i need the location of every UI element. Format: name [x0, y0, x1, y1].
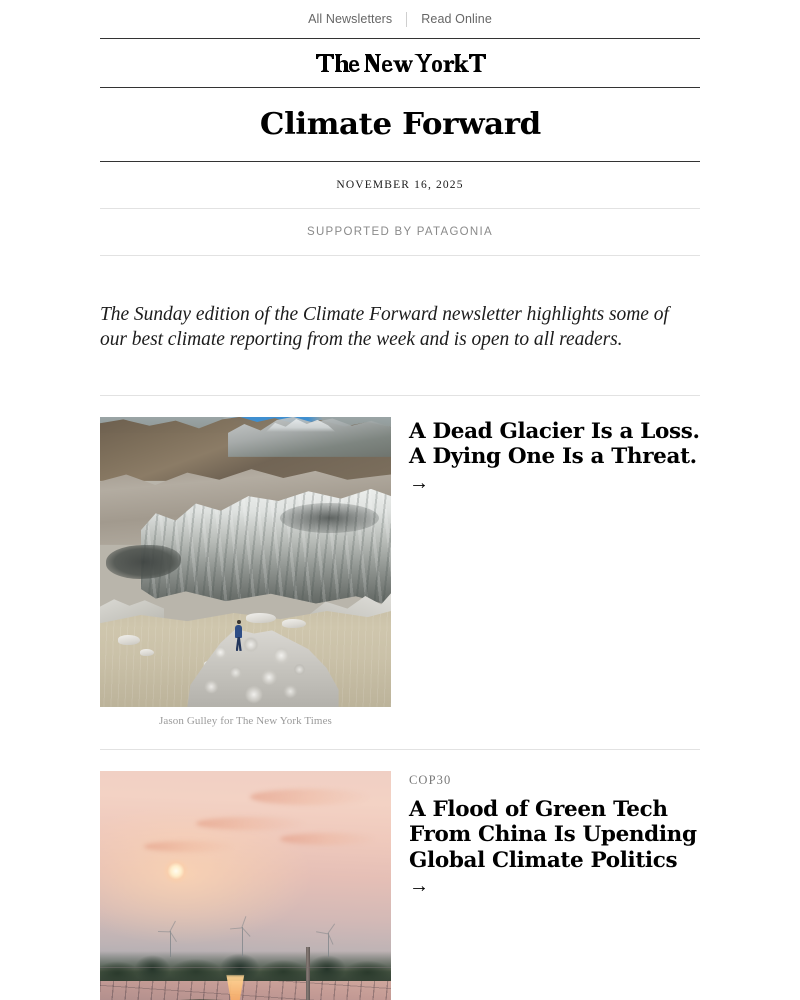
photo-fence-wire	[100, 967, 391, 968]
arrow-right-icon: →	[409, 874, 429, 897]
solar-farm-sunset-photo[interactable]	[100, 771, 391, 1000]
divider-under-sponsor	[100, 255, 700, 256]
read-online-link[interactable]: Read Online	[421, 11, 492, 26]
article-headline-link[interactable]	[409, 419, 700, 495]
issue-date: NOVEMBER 16, 2025	[336, 179, 464, 191]
photo-ice-floe	[246, 613, 276, 623]
sponsor-label: SUPPORTED BY PATAGONIA	[306, 226, 494, 238]
photo-person-figure	[235, 625, 242, 651]
content-column	[100, 0, 700, 1000]
photo-credit: Jason Gulley for The New York Times	[159, 714, 332, 727]
article-headline-text: A Dead Glacier Is a Loss. A Dying One Is a Threat.	[409, 418, 700, 470]
article-thumbnail-wrap	[100, 417, 391, 727]
arrow-right-icon: →	[409, 471, 429, 494]
photo-ice-floe	[118, 635, 140, 645]
glacier-meltwater-lake-photo[interactable]	[100, 417, 391, 707]
photo-person-legs	[236, 637, 242, 651]
article-text-block	[409, 417, 700, 727]
photo-ice-crevasse-shadow	[280, 503, 379, 533]
photo-cloud	[250, 789, 370, 805]
article-item[interactable]	[100, 396, 700, 727]
article-text-block	[409, 771, 700, 1000]
photo-ice-floe	[282, 619, 306, 628]
wind-turbine-icon	[242, 927, 243, 957]
article-kicker: COP30	[409, 772, 452, 787]
utility-nav	[100, 0, 700, 38]
wind-turbine-icon	[170, 931, 171, 957]
article-item[interactable]	[100, 750, 700, 1000]
photo-person-torso	[235, 625, 242, 638]
photo-ice-floe	[140, 649, 154, 656]
sponsor-band	[100, 209, 700, 255]
photo-cloud	[280, 833, 376, 845]
page-title: Climate Forward	[259, 106, 541, 142]
article-thumbnail-wrap	[100, 771, 391, 1000]
all-newsletters-link[interactable]: All Newsletters	[308, 11, 393, 26]
photo-fence-post	[306, 947, 310, 1000]
photo-cloud	[144, 841, 234, 852]
article-headline-link[interactable]	[409, 797, 700, 899]
nyt-logo[interactable]	[314, 52, 486, 74]
photo-cloud	[196, 817, 306, 830]
intro-paragraph: The Sunday edition of the Climate Forward newsletter highlights some of our best climate reporting from the week and is open to all readers.	[100, 303, 669, 351]
article-headline-text: A Flood of Green Tech From China Is Upending Global Climate Politics	[409, 796, 697, 873]
photo-solar-panel-field-layer	[100, 981, 391, 1000]
newsletter-title-band	[100, 88, 700, 161]
masthead[interactable]	[100, 39, 700, 87]
wind-turbine-icon	[328, 933, 329, 957]
date-band	[100, 162, 700, 208]
